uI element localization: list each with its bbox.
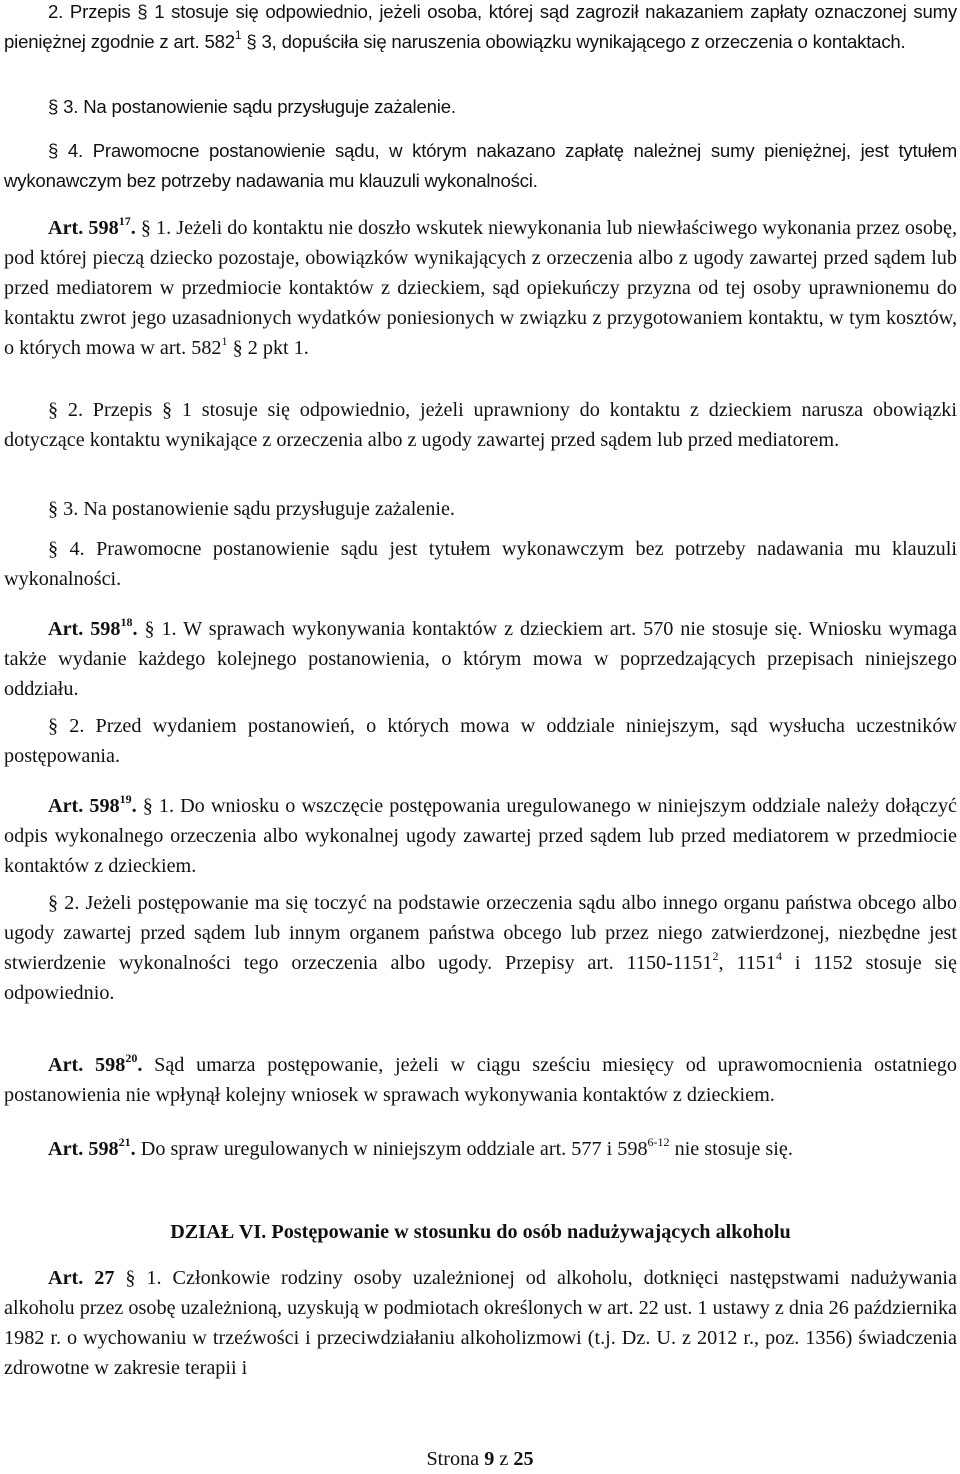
text: 1 stosuje się odpowiednio, jeżeli uprawniony do kontaktu z dzieckiem narusza obowiązki dotyczące kontaktu wynikające z orzeczenia albo z ugody zawartej przed sądem lub przed mediatorem. (4, 399, 957, 451)
text: 1. Do wniosku o wszczęcie postępowania uregulowanego w niniejszym oddziale należy dołączyć odpis wykonalnego orzeczenia albo wykonalnej ugody zawartej przed sądem lub przed mediatorem w przedmiocie kontaktów z dzieckiem. (4, 795, 958, 877)
text: 1. Członkowie rodziny osoby uzależnionej od alkoholu, dotknięci następstwami nadużywania alkoholu przez osobę uzależnioną, uzyskują w podmiotach określonych w art. 22 ust. 1 ustawy z dnia 26 października 1982 r. o wychowaniu w trzeźwości i przeciwdziałaniu alkoholizmowi (t.j. Dz. U. z 2012 r., poz. 1356) świadczenia zdrowotne w zakresie terapii i (4, 1267, 958, 1379)
article-598-17-p4 (4, 534, 957, 594)
footer-label: z (494, 1448, 514, 1470)
text: 3, dopuściła się naruszenia obowiązku wynikającego z orzeczenia o kontaktach. (256, 31, 906, 52)
article-598-19-p2 (4, 888, 957, 1008)
paragraph-3 (4, 92, 957, 122)
superscript: 17 (118, 214, 131, 228)
article-598-19 (4, 791, 957, 881)
text: , 1151 (718, 952, 776, 974)
section-sign: § (48, 399, 59, 421)
paragraph-2 (4, 0, 957, 57)
superscript: 18 (120, 615, 133, 629)
text: 2. Jeżeli postępowanie ma się toczyć na podstawie orzeczenia sądu albo innego organu państwa obcego albo ugody zawartej przed sądem lub innym organem państwa obcego lub przez niego zatwierdzonej, niezbędne jest stwierdzenie wykonalności tego orzeczenia albo ugody. Przepisy art. 1150-1151 (4, 892, 957, 974)
section-sign: § (140, 217, 151, 239)
text: 3. Na postanowienie sądu przysługuje zażalenie. (58, 96, 456, 117)
section-sign: § (48, 715, 59, 737)
text: 2 pkt 1. (242, 337, 309, 359)
text: i 1152 stosuje się odpowiednio. (4, 952, 957, 1004)
superscript: 20 (125, 1051, 138, 1065)
text: 4. Prawomocne postanowienie sądu jest tytułem wykonawczym bez potrzeby nadawania mu klauzuli wykonalności. (4, 538, 957, 590)
punctuation: . (130, 217, 136, 239)
article-598-18 (4, 614, 957, 704)
text: nie stosuje się. (669, 1138, 793, 1160)
superscript: 1 (234, 28, 242, 42)
article-598-17-p2 (4, 395, 957, 455)
article-27 (4, 1263, 957, 1383)
article-number: Art. 598 (48, 217, 119, 239)
article-number: Art. 598 (48, 795, 120, 817)
section-sign: § (142, 795, 153, 817)
section-sign: § (48, 892, 59, 914)
text: 1 stosuje się odpowiednio, jeżeli osoba, której sąd zagroził nakazaniem zapłaty oznaczonej sumy pieniężnej zgodnie z art. 582 (4, 1, 957, 52)
punctuation: . (131, 795, 137, 817)
section-sign: § (125, 1267, 136, 1289)
footer-label: Strona (426, 1448, 485, 1470)
text: 1. W sprawach wykonywania kontaktów z dzieckiem art. 570 nie stosuje się. Wniosku wymaga także wydanie każdego kolejnego postanowienia, o którym mowa w poprzedzających przepisach niniejszego oddziału. (4, 618, 958, 700)
article-598-20 (4, 1050, 957, 1110)
paragraph-4 (4, 136, 957, 196)
text: Do spraw uregulowanych w niniejszym oddziale art. 577 i 598 (135, 1138, 648, 1160)
article-598-18-p2 (4, 711, 957, 771)
section-sign: § (144, 618, 155, 640)
punctuation: . (137, 1054, 143, 1076)
article-number: Art. 598 (48, 618, 121, 640)
article-598-17-p3 (4, 494, 957, 524)
article-number: Art. 598 (48, 1054, 126, 1076)
section-sign: § (48, 538, 59, 560)
section-heading: DZIAŁ VI. Postępowanie w stosunku do osób nadużywających alkoholu (170, 1221, 791, 1243)
punctuation: . (132, 618, 138, 640)
section-sign: § (48, 140, 59, 161)
section-sign: § (137, 1, 148, 22)
superscript: 19 (119, 792, 132, 806)
superscript: 4 (776, 949, 782, 963)
page-total: 25 (513, 1448, 534, 1470)
text: Sąd umarza postępowanie, jeżeli w ciągu sześciu miesięcy od uprawomocnienia ostatniego postanowienia nie wpłynął kolejny wniosek w sprawach wykonywania kontaktów z dzieckiem. (4, 1054, 957, 1106)
article-598-21 (4, 1134, 957, 1164)
page-footer (0, 1444, 960, 1474)
section-sign: § (48, 498, 59, 520)
text: 2. Przed wydaniem postanowień, o których mowa w oddziale niniejszym, sąd wysłucha uczestników postępowania. (4, 715, 957, 767)
superscript: 6-12 (647, 1135, 670, 1149)
superscript: 21 (118, 1135, 131, 1149)
section-sign: § (246, 31, 257, 52)
superscript: 1 (221, 334, 228, 348)
superscript: 2 (712, 949, 719, 963)
text: 3. Na postanowienie sądu przysługuje zażalenie. (58, 498, 455, 520)
text: 2. Przepis (48, 1, 138, 22)
article-598-17 (4, 213, 957, 363)
article-number: Art. 27 (48, 1267, 115, 1289)
text: 2. Przepis (58, 399, 162, 421)
page-number: 9 (484, 1448, 495, 1470)
article-number: Art. 598 (48, 1138, 119, 1160)
section-sign: § (48, 96, 59, 117)
section-sign: § (161, 399, 173, 421)
text: 4. Prawomocne postanowienie sądu, w którym nakazano zapłatę należnej sumy pieniężnej, jest tytułem wykonawczym bez potrzeby nadawania mu klauzuli wykonalności. (4, 140, 957, 191)
section-sign: § (232, 337, 243, 359)
text: 1. Jeżeli do kontaktu nie doszło wskutek niewykonania lub niewłaściwego wykonania przez osobę, pod której pieczą dziecko pozostaje, obowiązków wynikających z orzeczenia albo z ugody zawartej przed sądem lub przed mediatorem w przedmiocie kontaktów z dzieckiem, sąd opiekuńczy przyzna od tej osoby uprawnionemu do kontaktu zwrot jego uzasadnionych wydatków poniesionych w związku z przygotowaniem kontaktu, w tym kosztów, o których mowa w art. 582 (4, 217, 958, 359)
punctuation: . (130, 1138, 136, 1160)
